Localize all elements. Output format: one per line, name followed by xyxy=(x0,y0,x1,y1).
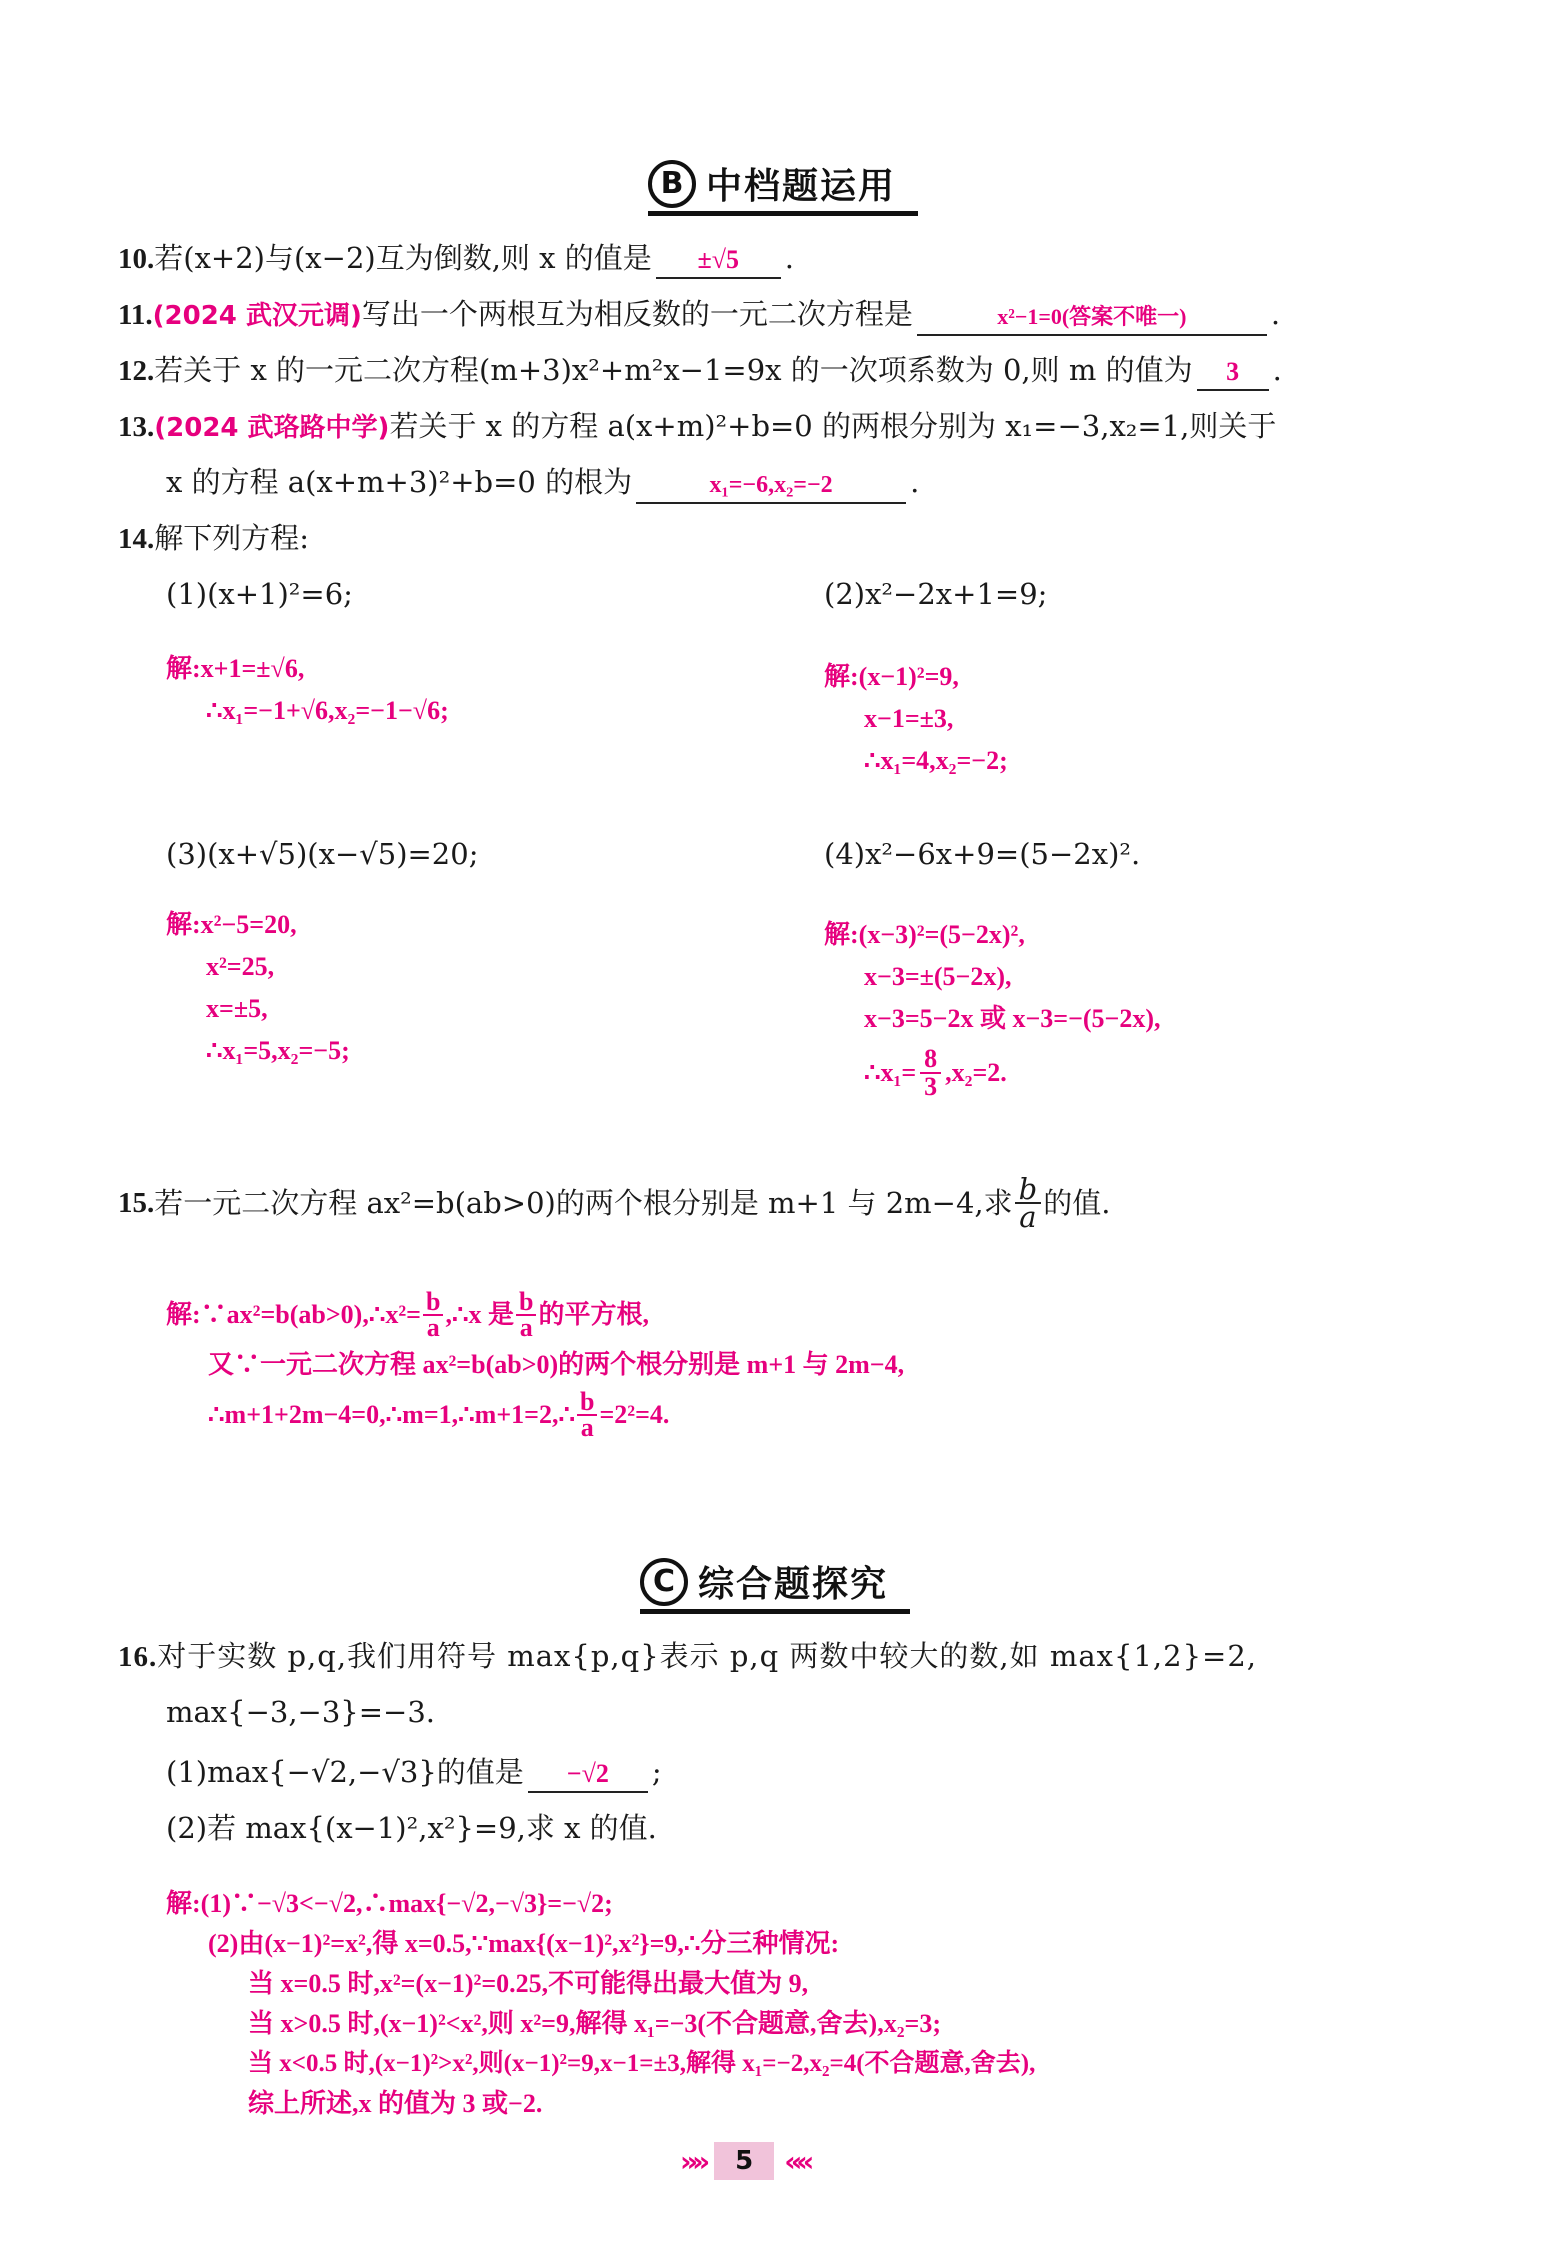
solution-line: x=±5, xyxy=(206,994,268,1023)
q14-part4-solution xyxy=(824,914,1161,1100)
fraction-denominator: a xyxy=(426,1313,440,1342)
question-15 xyxy=(118,1172,1111,1234)
question-13 xyxy=(118,406,1276,448)
fraction xyxy=(1015,1172,1042,1234)
answer-blank: 3 xyxy=(1197,355,1269,391)
fraction-numerator: b xyxy=(577,1390,597,1416)
solution-line: 综上所述,x 的值为 3 或−2. xyxy=(248,2089,543,2118)
section-c-badge: C xyxy=(640,1558,688,1606)
answer-blank: ±√5 xyxy=(656,243,781,279)
question-number: 11. xyxy=(118,299,153,331)
q14-part4-problem: (4)x²−6x+9=(5−2x)². xyxy=(824,837,1141,871)
question-text: (1)max{−√2,−√3}的值是 xyxy=(166,1755,524,1789)
answer-blank: x²−1=0(答案不唯一) xyxy=(917,300,1267,336)
source-tag: (2024 武汉元调) xyxy=(152,301,362,331)
fraction xyxy=(516,1287,536,1342)
question-tail: . xyxy=(1270,297,1281,331)
solution-line: 解:(x−3)²=(5−2x)², xyxy=(824,920,1025,949)
question-text: 写出一个两根互为相反数的一元二次方程是 xyxy=(361,297,913,331)
q14-part3-problem: (3)(x+√5)(x−√5)=20; xyxy=(166,837,479,871)
question-number: 15. xyxy=(118,1187,155,1219)
q14-part3-solution xyxy=(166,904,350,1072)
solution-suffix: ,x₂=2. xyxy=(945,1058,1007,1087)
page-footer xyxy=(680,2142,808,2180)
section-b-header xyxy=(648,158,918,216)
q16-solution xyxy=(166,1884,1035,2124)
solution-line: (2)由(x−1)²=x²,得 x=0.5,∵max{(x−1)²,x²}=9,∴分三种情况: xyxy=(208,1929,840,1958)
solution-prefix: ∴x₁= xyxy=(864,1058,917,1087)
answer-blank: −√2 xyxy=(528,1757,648,1793)
question-number: 14. xyxy=(118,523,155,555)
section-b-underline xyxy=(648,211,918,216)
fraction-numerator: b xyxy=(516,1290,536,1316)
q16-part1 xyxy=(166,1752,662,1793)
fraction-numerator: b xyxy=(1015,1176,1042,1204)
chevron-left-icon: «« xyxy=(784,2144,809,2178)
question-text: 若一元二次方程 ax²=b(ab>0)的两个根分别是 m+1 与 2m−4,求 xyxy=(154,1186,1013,1220)
section-b-badge: B xyxy=(648,160,696,208)
fraction-denominator: a xyxy=(580,1413,594,1442)
solution-line xyxy=(824,1046,1161,1100)
solution-text: =2²=4. xyxy=(599,1400,670,1429)
solution-line: 解:x²−5=20, xyxy=(166,910,297,939)
question-number: 10. xyxy=(118,243,155,275)
q15-solution xyxy=(166,1287,905,1442)
solution-line xyxy=(166,1287,904,1342)
question-text: 若(x+2)与(x−2)互为倒数,则 x 的值是 xyxy=(154,241,652,275)
question-number: 13. xyxy=(118,411,155,443)
fraction xyxy=(577,1387,597,1442)
q14-part1-problem: (1)(x+1)²=6; xyxy=(166,577,353,611)
page-number: 5 xyxy=(714,2142,774,2180)
question-12 xyxy=(118,350,1282,391)
solution-line: 当 x=0.5 时,x²=(x−1)²=0.25,不可能得出最大值为 9, xyxy=(248,1969,809,1998)
question-tail: ; xyxy=(651,1755,662,1789)
question-text: 对于实数 p,q,我们用符号 max{p,q}表示 p,q 两数中较大的数,如 max{1,2}=2, xyxy=(157,1639,1257,1673)
solution-text: 的平方根, xyxy=(538,1300,649,1329)
question-number: 12. xyxy=(118,355,155,387)
question-tail: . xyxy=(910,465,920,499)
solution-line: 解:(1)∵−√3<−√2,∴max{−√2,−√3}=−√2; xyxy=(166,1889,613,1918)
fraction-denominator: 3 xyxy=(924,1072,938,1101)
q16-part2: (2)若 max{(x−1)²,x²}=9,求 x 的值. xyxy=(166,1811,657,1845)
question-tail: 的值. xyxy=(1043,1186,1111,1220)
section-c-header xyxy=(640,1556,910,1614)
fraction xyxy=(920,1046,941,1100)
solution-line: ∴x₁=4,x₂=−2; xyxy=(864,746,1008,775)
section-c-underline xyxy=(640,1609,910,1614)
solution-line: x−1=±3, xyxy=(864,704,954,733)
section-c-title: 综合题探究 xyxy=(698,1564,889,1605)
solution-line: x−3=5−2x 或 x−3=−(5−2x), xyxy=(864,1004,1161,1033)
fraction-numerator: 8 xyxy=(920,1046,941,1074)
solution-line: 解:x+1=±√6, xyxy=(166,654,305,683)
question-11 xyxy=(118,294,1280,336)
solution-line: x²=25, xyxy=(206,952,275,981)
question-number: 16. xyxy=(118,1641,158,1673)
solution-line: 当 x<0.5 时,(x−1)²>x²,则(x−1)²=9,x−1=±3,解得 x₁=−2,x₂=4(不合题意,舍去), xyxy=(248,2050,1036,2077)
solution-line: ∴x₁=−1+√6,x₂=−1−√6; xyxy=(206,696,449,725)
solution-line: 解:(x−1)²=9, xyxy=(824,662,959,691)
q14-part2-solution xyxy=(824,656,1008,782)
solution-text: 解:∵ax²=b(ab>0),∴x²= xyxy=(166,1300,421,1329)
question-text: 解下列方程: xyxy=(154,521,310,555)
question-14 xyxy=(118,518,309,559)
question-16-line2: max{−3,−3}=−3. xyxy=(166,1695,436,1729)
fraction xyxy=(423,1287,443,1342)
question-13-line2 xyxy=(166,462,919,504)
fraction-denominator: a xyxy=(519,1313,533,1342)
q14-part1-solution xyxy=(166,648,449,732)
solution-text: ,∴x 是 xyxy=(445,1300,514,1329)
solution-line xyxy=(166,1387,904,1442)
question-tail: . xyxy=(1272,353,1282,387)
solution-text: ∴m+1+2m−4=0,∴m=1,∴m+1=2,∴ xyxy=(208,1400,576,1429)
question-text: x 的方程 a(x+m+3)²+b=0 的根为 xyxy=(166,465,633,499)
answer-blank: x₁=−6,x₂=−2 xyxy=(636,468,906,504)
solution-line: ∴x₁=5,x₂=−5; xyxy=(206,1036,350,1065)
q14-part2-problem: (2)x²−2x+1=9; xyxy=(824,577,1048,611)
question-tail: . xyxy=(784,241,794,275)
section-b-title: 中档题运用 xyxy=(706,166,897,207)
solution-line: 又∵一元二次方程 ax²=b(ab>0)的两个根分别是 m+1 与 2m−4, xyxy=(208,1350,905,1379)
solution-line: x−3=±(5−2x), xyxy=(864,962,1012,991)
solution-line: 当 x>0.5 时,(x−1)²<x²,则 x²=9,解得 x₁=−3(不合题意,舍去),x₂=3; xyxy=(248,2009,941,2038)
question-text: 若关于 x 的一元二次方程(m+3)x²+m²x−1=9x 的一次项系数为 0,则 m 的值为 xyxy=(154,353,1193,387)
question-16 xyxy=(118,1636,1257,1677)
question-text: 若关于 x 的方程 a(x+m)²+b=0 的两根分别为 x₁=−3,x₂=1,则关于 xyxy=(389,409,1277,443)
chevron-right-icon: »» xyxy=(680,2144,705,2178)
question-10 xyxy=(118,238,794,279)
fraction-numerator: b xyxy=(423,1290,443,1316)
fraction-denominator: a xyxy=(1019,1200,1037,1234)
source-tag: (2024 武珞路中学) xyxy=(154,413,390,443)
